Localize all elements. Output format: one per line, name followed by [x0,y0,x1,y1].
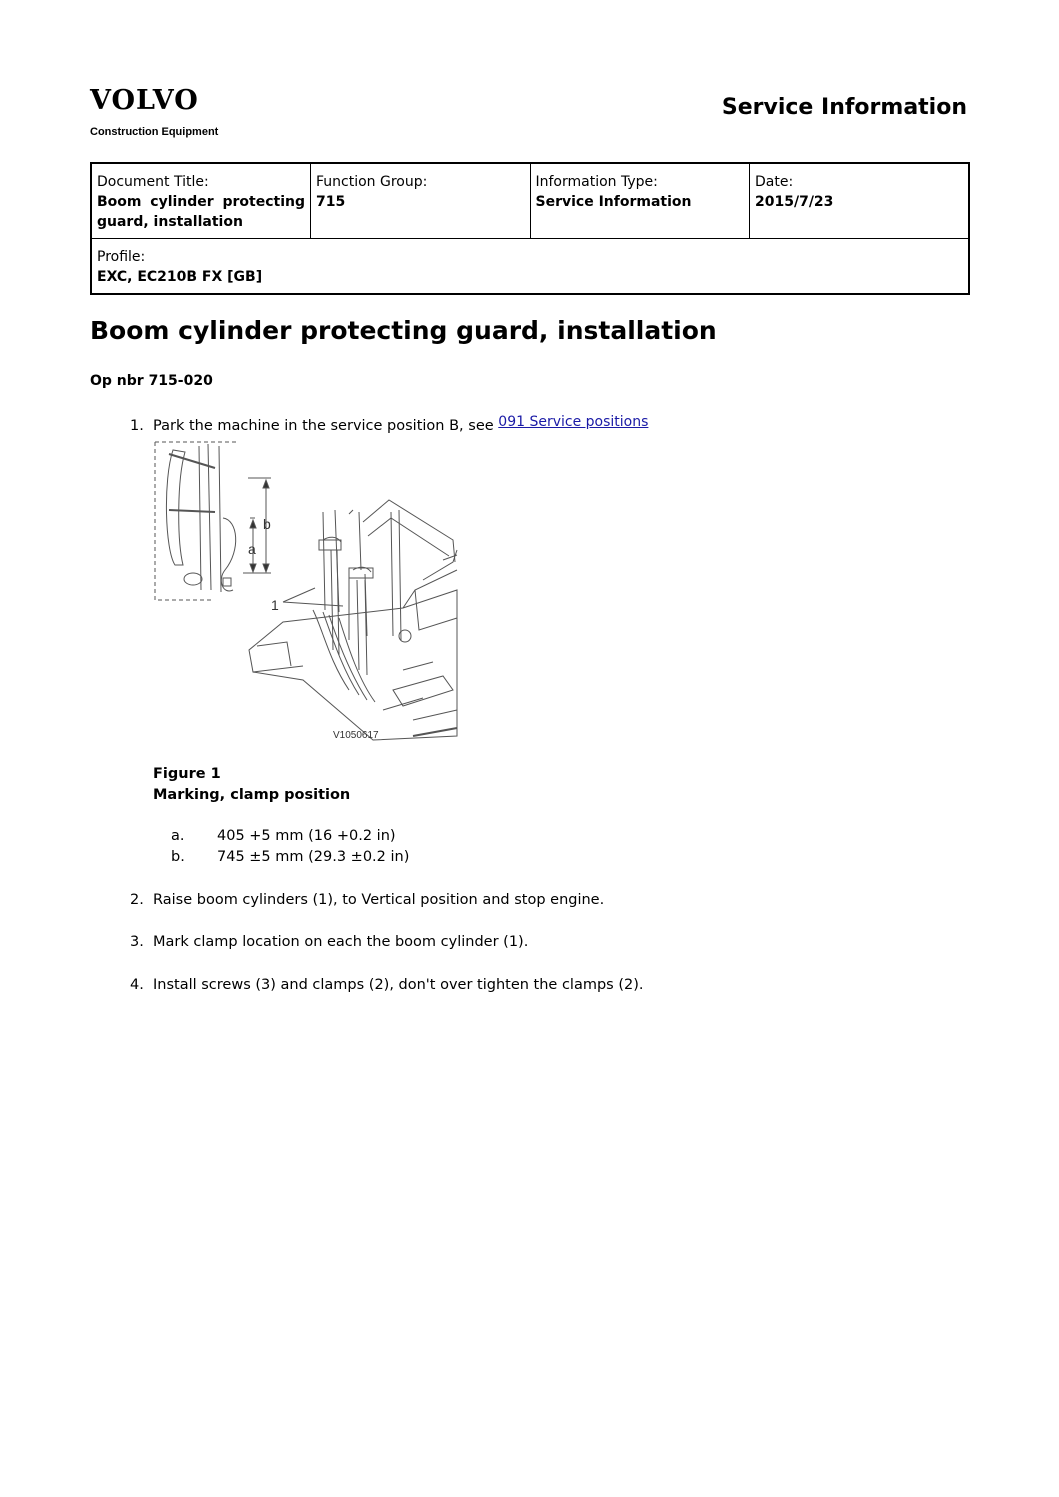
info-type-value: Service Information [535,194,692,210]
function-group-cell [311,163,531,239]
sub-item-text: 405 +5 mm (16 +0.2 in) [217,828,396,844]
figure-caption [153,764,350,806]
function-group-label: Function Group: [316,174,428,190]
doc-title-cell [91,163,311,239]
figure-caption-title: Figure 1 [153,766,221,782]
step-text: Park the machine in the service position B, see [153,418,499,434]
step-2 [130,892,604,908]
sub-item-letter: b. [171,849,185,865]
function-group-value: 715 [316,194,346,210]
sub-item-letter: a. [171,828,185,844]
step-number: 1. [130,418,144,434]
dimension-label-a: a [248,541,256,557]
date-value: 2015/7/23 [755,194,834,210]
brand-subtitle: Construction Equipment [90,126,219,138]
doc-title-value: Boom cylinder protecting guard, installation [97,194,305,230]
figure-clamp-position [153,440,459,742]
image-code: V1050617 [333,730,379,741]
info-type-cell [530,163,750,239]
service-positions-link[interactable]: 091 Service positions [498,414,649,430]
step-4 [130,977,643,993]
step-number: 2. [130,892,144,908]
step-text: Mark clamp location on each the boom cylinder (1). [153,934,529,950]
doc-title-label: Document Title: [97,174,209,190]
sub-item-a [171,828,396,844]
profile-cell [91,239,969,295]
step-number: 4. [130,977,144,993]
dimension-label-b: b [263,516,271,532]
sub-item-text: 745 ±5 mm (29.3 ±0.2 in) [217,849,410,865]
figure-caption-text: Marking, clamp position [153,787,351,803]
step-text: Install screws (3) and clamps (2), don't over tighten the clamps (2). [153,977,644,993]
step-1 [130,414,649,434]
step-text: Raise boom cylinders (1), to Vertical position and stop engine. [153,892,605,908]
document-meta-table [90,162,970,295]
op-number: Op nbr 715-020 [90,373,213,389]
volvo-logo [90,85,219,138]
profile-value: EXC, EC210B FX [GB] [97,269,263,285]
info-type-label: Information Type: [535,174,658,190]
sub-item-b [171,849,409,865]
callout-label-1: 1 [271,597,279,613]
step-number: 3. [130,934,144,950]
brand-wordmark: VOLVO [90,85,199,116]
date-label: Date: [755,174,794,190]
profile-label: Profile: [97,249,146,265]
date-cell [750,163,970,239]
header-title: Service Information [721,95,967,120]
figure-illustration [153,440,459,742]
page-title: Boom cylinder protecting guard, installation [90,316,717,345]
step-3 [130,934,528,950]
